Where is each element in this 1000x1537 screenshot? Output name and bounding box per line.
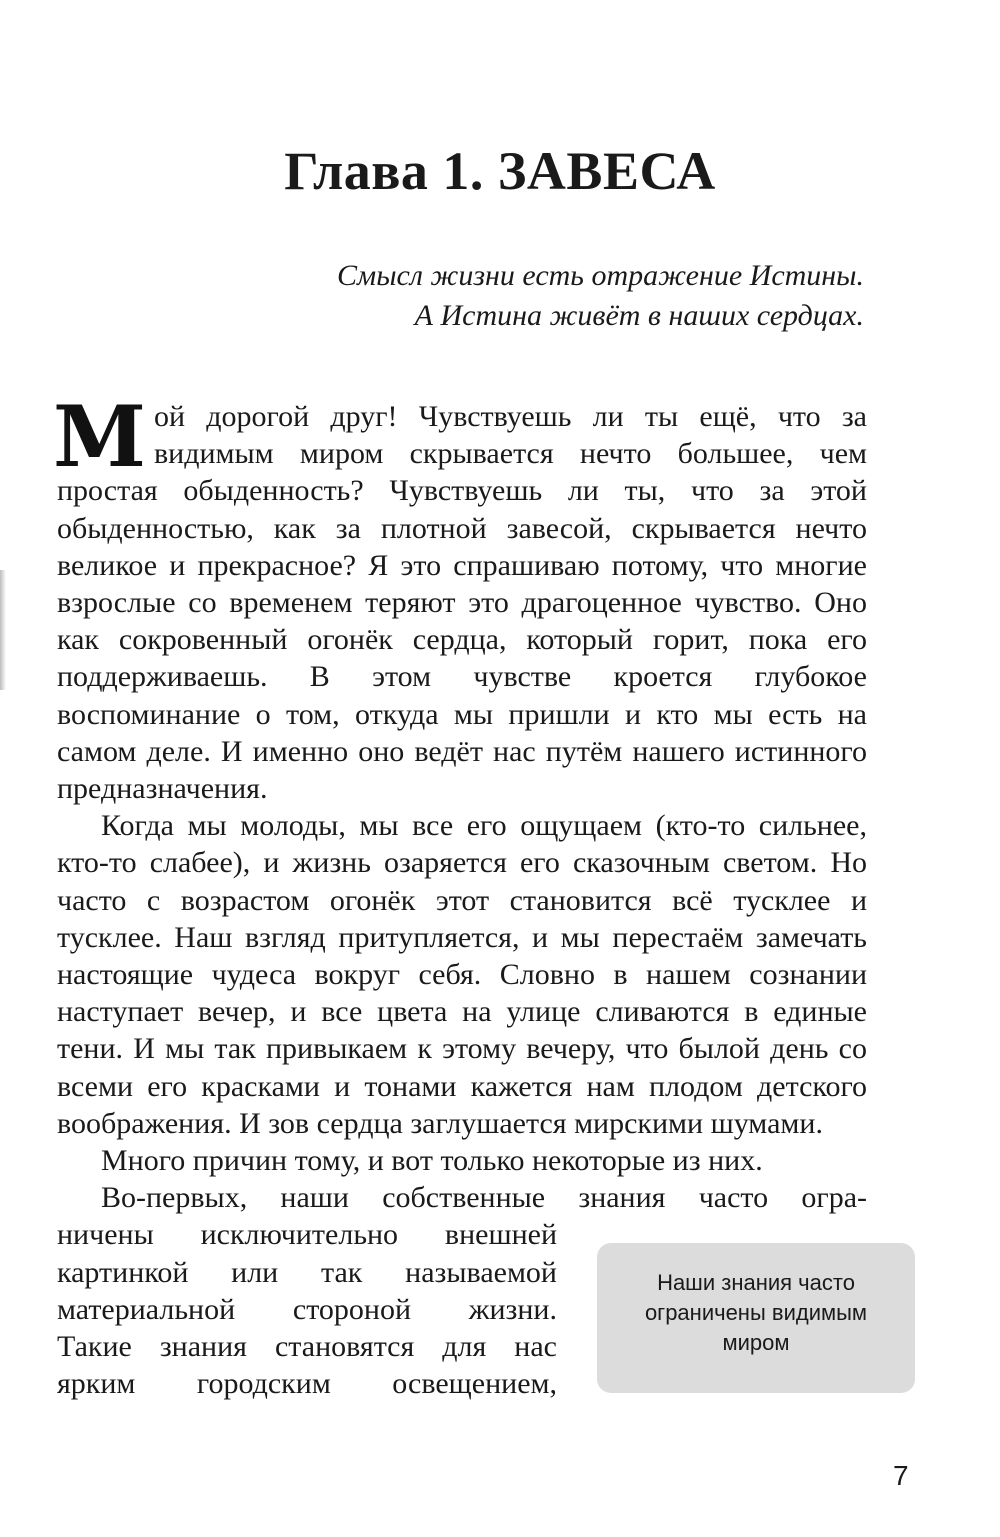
paragraph-4-line: ничены исключительно внешней <box>57 1218 557 1252</box>
scan-edge-shadow <box>0 570 6 690</box>
chapter-title: Глава 1. ЗАВЕСА <box>284 141 716 201</box>
paragraph-2: Когда мы молоды, мы все его ощущаем (кто-то сильнее, кто-то слабее), и жизнь озаряется его сказочным светом. Но часто с возрастом огонёк этот становится всё тусклее и тусклее. Наш взгляд притупляется, и мы перестаём замечать настоящие чудеса вокруг себя. Словно в нашем сознании наступает вечер, и все цвета на улице сливаются в единые тени. И мы так привыкаем к этому вечеру, что былой день со всеми его красками и тонами кажется нам плодом детского воображения. И зов сердца заглушается мирскими шумами. <box>57 809 867 1140</box>
drop-cap-letter: М <box>53 387 146 486</box>
paragraph-1-text: ой дорогой друг! Чувствуешь ли ты ещё, что за видимым миром скрывается нечто большее, чем простая обыденность? Чувствуешь ли ты, что за этой обыденностью, как за плотной завесой, скрывается нечто великое и прекрасное? Я это спрашиваю потому, что многие взрослые со временем теряют это драгоценное чувство. Оно как сокровенный огонёк сердца, который горит, пока его поддерживаешь. В этом чувстве кроется глубокое воспоминание о том, откуда мы пришли и кто мы есть на самом деле. И именно оно ведёт нас путём нашего истинного предназначения. <box>57 400 867 806</box>
epigraph <box>337 256 864 336</box>
paragraph-3: Много причин тому, и вот только некоторые из них. <box>101 1144 763 1178</box>
sidebar-callout-text: Наши знания часто ограничены видимым миром <box>644 1270 868 1355</box>
paragraph-1 <box>53 387 867 807</box>
epigraph-line-2: А Истина живёт в наших сердцах. <box>414 299 864 332</box>
paragraph-4-wrapped <box>57 1216 557 1402</box>
epigraph-line-1: Смысл жизни есть отражение Истины. <box>337 259 864 292</box>
page-number: 7 <box>893 1460 909 1491</box>
paragraph-4-line: Такие знания становятся для нас <box>57 1330 557 1364</box>
sidebar-callout <box>597 1243 915 1393</box>
paragraph-4-line: материальной стороной жизни. <box>57 1292 557 1326</box>
paragraph-4-line: картинкой или так называемой <box>57 1255 557 1289</box>
paragraph-4-first-line: Во-первых, наши собственные знания часто огра- <box>101 1181 867 1215</box>
paragraph-4-line: ярким городским освещением, <box>57 1367 557 1401</box>
